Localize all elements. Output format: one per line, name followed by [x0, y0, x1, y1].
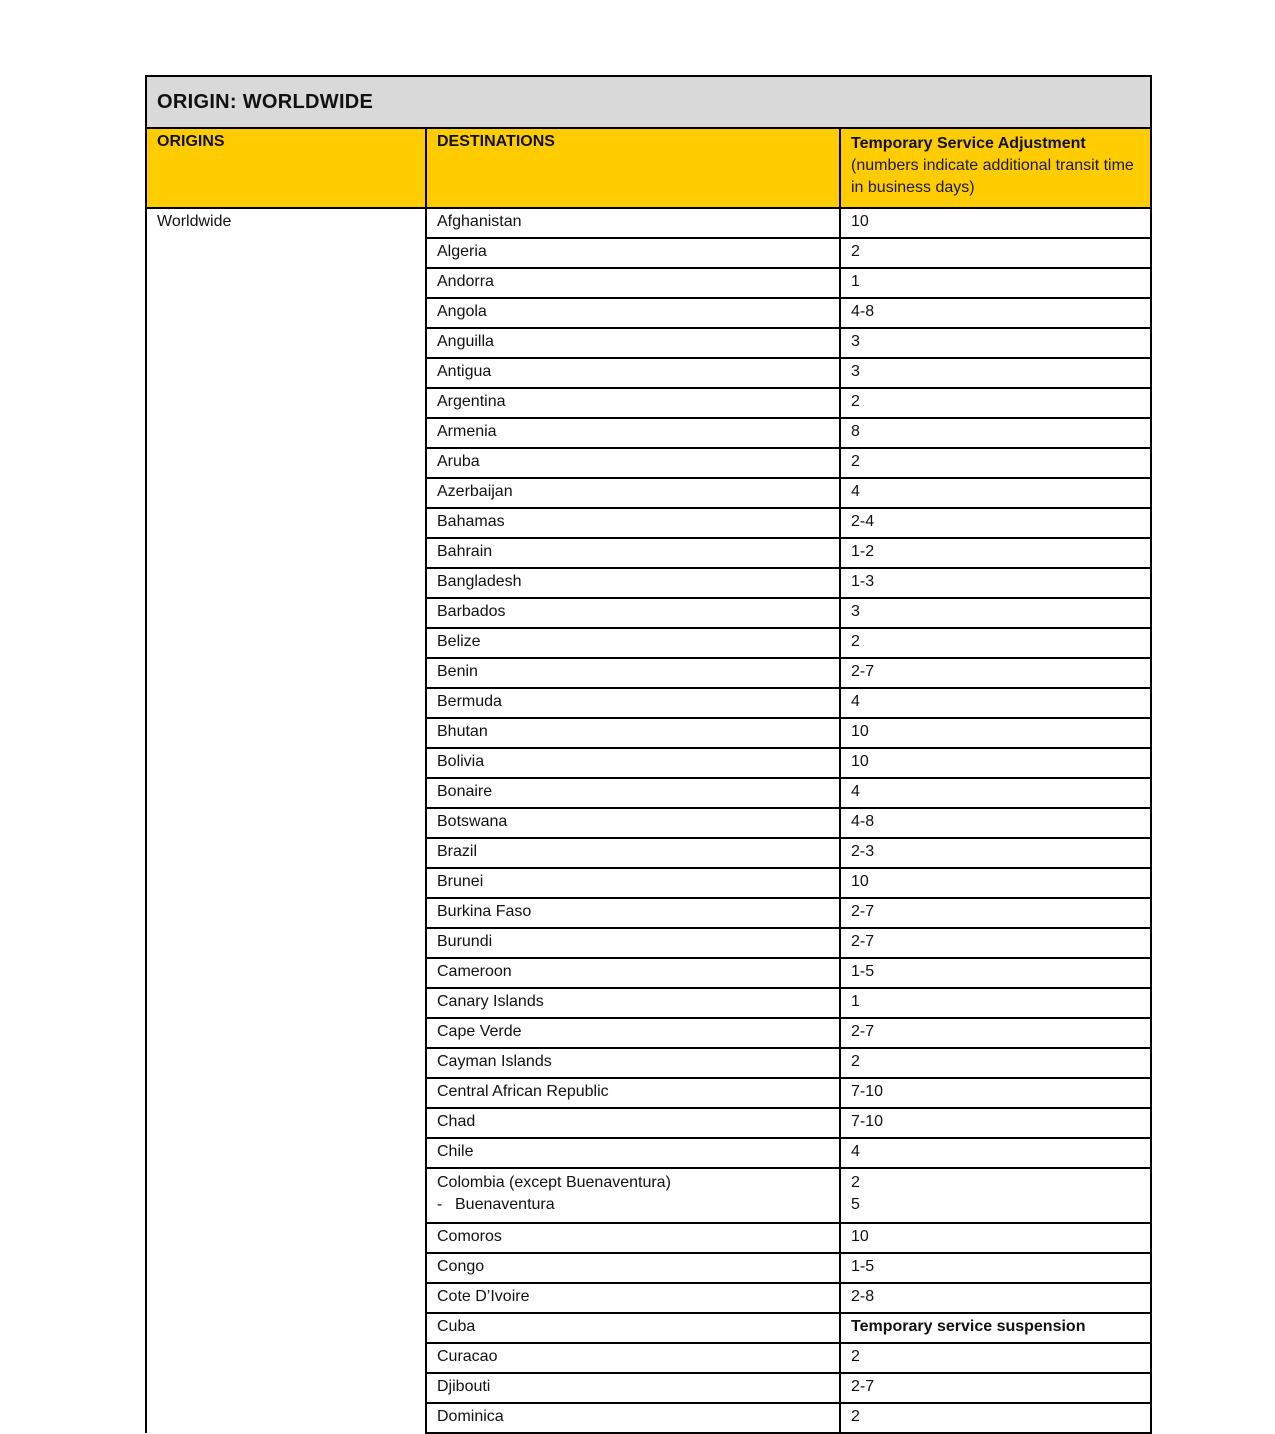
destination-cell [426, 358, 840, 388]
destination-name: Burundi [437, 933, 493, 950]
destination-name: Benin [437, 663, 478, 680]
destination-cell [426, 328, 840, 358]
destination-name: Curacao [437, 1348, 498, 1365]
adjustment-value: 10 [851, 873, 869, 890]
destination-cell [426, 1253, 840, 1283]
destination-cell [426, 988, 840, 1018]
destination-cell [426, 688, 840, 718]
header-destinations: DESTINATIONS [426, 128, 840, 208]
destination-cell [426, 1283, 840, 1313]
destination-cell [426, 1138, 840, 1168]
adjustment-cell [840, 1138, 1151, 1168]
adjustment-cell [840, 298, 1151, 328]
adjustment-value: 4 [851, 783, 860, 800]
destination-name: Bangladesh [437, 573, 522, 590]
adjustment-cell [840, 1108, 1151, 1138]
destination-cell [426, 238, 840, 268]
destination-cell [426, 598, 840, 628]
adjustment-cell [840, 1168, 1151, 1223]
header-origins: ORIGINS [146, 128, 426, 208]
adjustment-value: 2-4 [851, 513, 875, 530]
adjustment-value: 1-2 [851, 543, 875, 560]
adjustment-value: 2 [851, 243, 860, 260]
destination-cell [426, 1223, 840, 1253]
destination-cell [426, 478, 840, 508]
adjustment-cell [840, 718, 1151, 748]
adjustment-cell [840, 268, 1151, 298]
adjustment-cell [840, 478, 1151, 508]
adjustment-value: 10 [851, 213, 869, 230]
adjustment-value: 2 [851, 1408, 860, 1425]
adjustment-cell [840, 658, 1151, 688]
adjustment-value: 10 [851, 1228, 869, 1245]
adjustment-value: 1-3 [851, 573, 875, 590]
destination-name: Aruba [437, 453, 480, 470]
adjustment-cell [840, 958, 1151, 988]
destination-name: Burkina Faso [437, 903, 532, 920]
adjustment-value: 3 [851, 603, 860, 620]
sub-destination-dash: - [437, 1196, 443, 1213]
table-banner-title: ORIGIN: WORLDWIDE [146, 76, 1151, 128]
adjustment-value: 10 [851, 753, 869, 770]
adjustment-value: 2 [851, 1348, 860, 1365]
destination-cell [426, 658, 840, 688]
destination-name: Afghanistan [437, 213, 522, 230]
adjustment-value: 2 [851, 633, 860, 650]
adjustment-cell [840, 1048, 1151, 1078]
adjustment-value: 2 [851, 1174, 860, 1191]
adjustment-cell [840, 208, 1151, 238]
adjustment-cell [840, 928, 1151, 958]
adjustment-cell [840, 778, 1151, 808]
adjustment-cell [840, 328, 1151, 358]
destination-cell [426, 1078, 840, 1108]
adjustment-cell [840, 688, 1151, 718]
adjustment-cell [840, 1223, 1151, 1253]
destination-cell [426, 718, 840, 748]
sub-adjustment-value: 5 [851, 1196, 860, 1213]
adjustment-value: 2 [851, 453, 860, 470]
adjustment-value: 1-5 [851, 1258, 875, 1275]
adjustment-cell [840, 388, 1151, 418]
destination-cell [426, 778, 840, 808]
sub-destination [437, 1194, 829, 1216]
table-body [146, 208, 1151, 1433]
adjustment-cell [840, 1343, 1151, 1373]
destination-cell [426, 418, 840, 448]
header-adjustment [840, 128, 1151, 208]
destination-name: Brazil [437, 843, 478, 860]
adjustment-value: Temporary service suspension [851, 1318, 1086, 1335]
destination-name: Bahrain [437, 543, 493, 560]
adjustment-cell [840, 898, 1151, 928]
destination-name: Angola [437, 303, 487, 320]
destination-name: Chile [437, 1143, 474, 1160]
destination-cell [426, 568, 840, 598]
destination-name: Algeria [437, 243, 487, 260]
adjustment-cell [840, 598, 1151, 628]
destination-name: Cayman Islands [437, 1053, 552, 1070]
header-adjustment-title: Temporary Service Adjustment [851, 135, 1086, 152]
adjustment-cell [840, 238, 1151, 268]
destination-cell [426, 1168, 840, 1223]
adjustment-value: 1-5 [851, 963, 875, 980]
adjustment-cell [840, 1018, 1151, 1048]
adjustment-cell [840, 1283, 1151, 1313]
destination-name: Andorra [437, 273, 494, 290]
destination-name: Cote D’Ivoire [437, 1288, 530, 1305]
adjustment-cell [840, 1403, 1151, 1433]
adjustment-cell [840, 1078, 1151, 1108]
destination-cell [426, 958, 840, 988]
destination-name: Central African Republic [437, 1083, 609, 1100]
destination-cell [426, 538, 840, 568]
destination-cell [426, 388, 840, 418]
table-row [146, 208, 1151, 238]
adjustment-cell [840, 1253, 1151, 1283]
adjustment-value: 3 [851, 363, 860, 380]
origin-cell: Worldwide [146, 208, 426, 1433]
destination-name: Brunei [437, 873, 484, 890]
adjustment-value: 2-3 [851, 843, 875, 860]
adjustment-cell [840, 838, 1151, 868]
service-adjustment-table [145, 75, 1152, 1434]
destination-name: Armenia [437, 423, 497, 440]
adjustment-value: 7-10 [851, 1113, 884, 1130]
adjustment-cell [840, 358, 1151, 388]
table-banner-row [146, 76, 1151, 128]
adjustment-value: 4 [851, 693, 860, 710]
adjustment-cell [840, 748, 1151, 778]
adjustment-cell [840, 988, 1151, 1018]
adjustment-cell [840, 568, 1151, 598]
destination-cell [426, 898, 840, 928]
destination-name: Cuba [437, 1318, 476, 1335]
destination-cell [426, 808, 840, 838]
destination-name: Congo [437, 1258, 485, 1275]
destination-name: Dominica [437, 1408, 504, 1425]
destination-cell [426, 508, 840, 538]
table-header-row [146, 128, 1151, 208]
destination-name: Cape Verde [437, 1023, 522, 1040]
adjustment-value: 4 [851, 1143, 860, 1160]
destination-name: Antigua [437, 363, 492, 380]
destination-name: Belize [437, 633, 481, 650]
destination-name: Barbados [437, 603, 506, 620]
destination-name: Canary Islands [437, 993, 544, 1010]
destination-name: Botswana [437, 813, 508, 830]
destination-name: Colombia (except Buenaventura) [437, 1174, 671, 1191]
destination-name: Bahamas [437, 513, 505, 530]
destination-name: Cameroon [437, 963, 512, 980]
adjustment-cell [840, 1313, 1151, 1343]
destination-name: Bermuda [437, 693, 502, 710]
adjustment-value: 2-8 [851, 1288, 875, 1305]
adjustment-value: 4-8 [851, 813, 875, 830]
adjustment-value: 2 [851, 1053, 860, 1070]
destination-cell [426, 208, 840, 238]
destination-cell [426, 748, 840, 778]
destination-name: Bolivia [437, 753, 485, 770]
adjustment-cell [840, 868, 1151, 898]
adjustment-cell [840, 628, 1151, 658]
adjustment-value: 2-7 [851, 1023, 875, 1040]
adjustment-cell [840, 808, 1151, 838]
destination-cell [426, 1108, 840, 1138]
destination-name: Argentina [437, 393, 506, 410]
adjustment-cell [840, 508, 1151, 538]
header-adjustment-note: (numbers indicate additional transit time in business days) [851, 157, 1134, 196]
destination-name: Djibouti [437, 1378, 491, 1395]
destination-cell [426, 1018, 840, 1048]
adjustment-value: 2-7 [851, 1378, 875, 1395]
destination-cell [426, 1403, 840, 1433]
adjustment-value: 4-8 [851, 303, 875, 320]
adjustment-value: 2-7 [851, 663, 875, 680]
destination-cell [426, 838, 840, 868]
destination-cell [426, 628, 840, 658]
adjustment-value: 7-10 [851, 1083, 884, 1100]
destination-cell [426, 928, 840, 958]
destination-cell [426, 1313, 840, 1343]
adjustment-cell [840, 538, 1151, 568]
adjustment-value: 2-7 [851, 933, 875, 950]
destination-cell [426, 1048, 840, 1078]
destination-cell [426, 1343, 840, 1373]
adjustment-cell [840, 448, 1151, 478]
adjustment-value: 4 [851, 483, 860, 500]
adjustment-value: 2-7 [851, 903, 875, 920]
adjustment-value: 1 [851, 993, 860, 1010]
adjustment-value: 1 [851, 273, 860, 290]
sub-destination-name: Buenaventura [455, 1196, 555, 1213]
adjustment-cell [840, 1373, 1151, 1403]
adjustment-value: 2 [851, 393, 860, 410]
destination-name: Comoros [437, 1228, 502, 1245]
destination-name: Bhutan [437, 723, 488, 740]
destination-cell [426, 298, 840, 328]
adjustment-value: 8 [851, 423, 860, 440]
destination-name: Anguilla [437, 333, 494, 350]
adjustment-cell [840, 418, 1151, 448]
destination-cell [426, 868, 840, 898]
destination-cell [426, 1373, 840, 1403]
adjustment-value: 3 [851, 333, 860, 350]
destination-name: Chad [437, 1113, 476, 1130]
destination-name: Bonaire [437, 783, 493, 800]
adjustment-value: 10 [851, 723, 869, 740]
destination-name: Azerbaijan [437, 483, 513, 500]
destination-cell [426, 448, 840, 478]
destination-cell [426, 268, 840, 298]
